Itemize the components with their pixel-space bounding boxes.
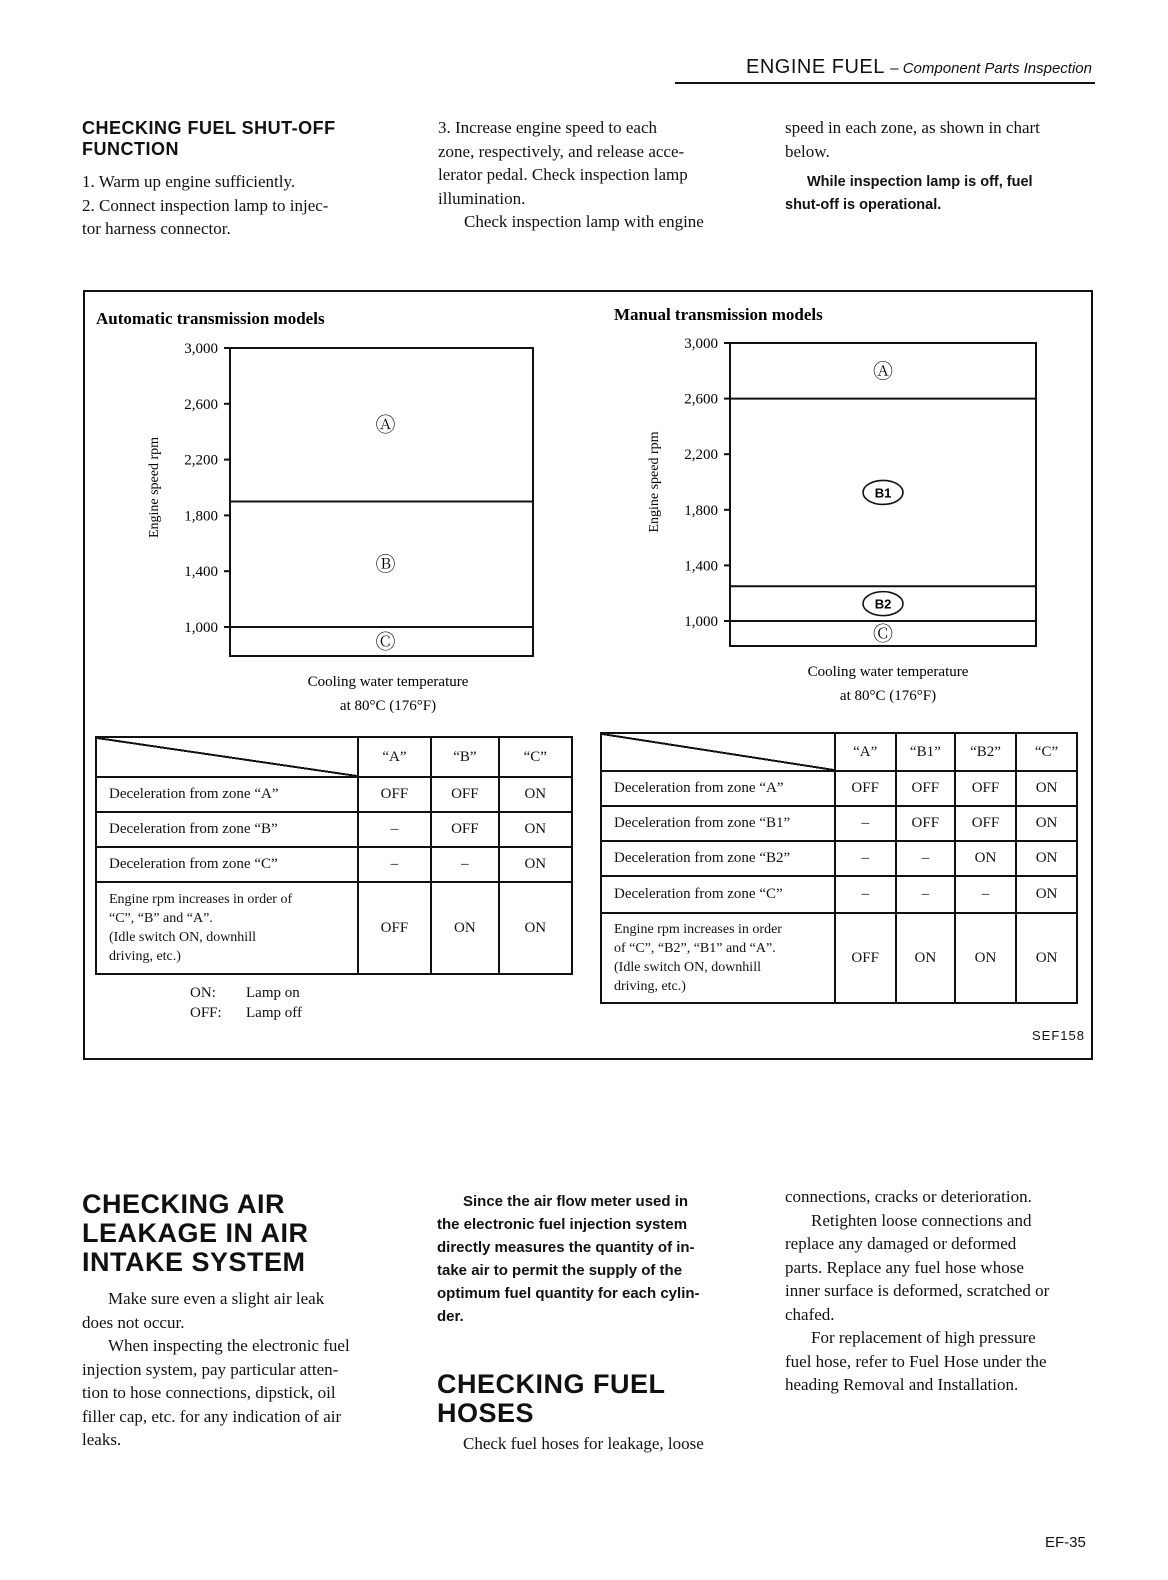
legend-key: OFF: <box>190 1005 222 1021</box>
manual-table <box>600 732 1078 1004</box>
y-tick-label: 2,600 <box>684 391 718 408</box>
note-line: the electronic fuel injection system <box>437 1216 688 1233</box>
row-label-line: of “C”, “B2”, “B1” and “A”. <box>614 941 776 956</box>
table-row <box>601 771 1077 806</box>
step-3: illumination. <box>438 188 526 208</box>
table-cell: OFF <box>955 806 1016 841</box>
header-rule <box>675 82 1095 84</box>
y-tick-label: 1,800 <box>184 508 218 525</box>
table-row <box>601 913 1077 1003</box>
table-cell: ON <box>896 913 955 1003</box>
table-cell: OFF <box>955 771 1016 806</box>
chart-title: Automatic transmission models <box>96 309 325 328</box>
table-cell: ON <box>1016 876 1077 913</box>
chart-caption: Cooling water temperature <box>807 664 969 680</box>
page-header <box>680 56 1092 79</box>
header-title: ENGINE FUEL <box>746 56 885 78</box>
row-label: Deceleration from zone “C” <box>601 876 835 913</box>
zone-label: Ⓒ <box>873 621 893 646</box>
table-header: “B” <box>431 737 498 777</box>
table-cell: OFF <box>358 777 431 812</box>
table-row <box>96 882 572 974</box>
table-cell: – <box>835 876 896 913</box>
paragraph-line: Check fuel hoses for leakage, loose <box>463 1434 704 1453</box>
paragraph-line: When inspecting the electronic fuel <box>108 1336 350 1355</box>
y-tick-label: 2,200 <box>184 452 218 469</box>
table-corner <box>96 737 358 777</box>
shutoff-note <box>785 171 1100 217</box>
y-tick-label: 1,800 <box>684 502 718 519</box>
row-label-line: Engine rpm increases in order of <box>109 892 293 907</box>
table-cell: – <box>431 847 498 882</box>
table-row <box>601 841 1077 876</box>
y-tick-label: 1,000 <box>684 614 718 630</box>
step-3: lerator pedal. Check inspection lamp <box>438 165 688 184</box>
step-2: 2. Connect inspection lamp to injec- <box>82 195 329 215</box>
heading-line: CHECKING AIR <box>82 1189 286 1219</box>
fuel-hoses-text-col3 <box>785 1185 1100 1397</box>
paragraph-line: replace any damaged or deformed <box>785 1234 1017 1253</box>
table-cell: OFF <box>431 777 498 812</box>
chart-caption: at 80°C (176°F) <box>339 698 437 714</box>
table-header: “A” <box>835 733 896 771</box>
row-label: Deceleration from zone “B1” <box>601 806 835 841</box>
paragraph-line: leaks. <box>82 1430 122 1449</box>
fuel-hoses-text-col2 <box>437 1432 767 1456</box>
shutoff-col3 <box>785 116 1100 163</box>
paragraph-line: chafed. <box>785 1304 835 1324</box>
table-header: “B1” <box>896 733 955 771</box>
shutoff-col1 <box>82 170 412 241</box>
note-line: take air to permit the supply of the <box>437 1262 683 1279</box>
check-text: speed in each zone, as shown in chart <box>785 118 1040 137</box>
table-cell: OFF <box>835 771 896 806</box>
table-cell: OFF <box>896 806 955 841</box>
heading-line: CHECKING FUEL <box>437 1369 666 1399</box>
row-label: Deceleration from zone “A” <box>601 771 835 806</box>
table-cell: ON <box>499 777 572 812</box>
header-subtitle: – Component Parts Inspection <box>890 60 1092 77</box>
auto-table <box>95 736 573 975</box>
air-leakage-heading <box>82 1190 412 1277</box>
step-3: zone, respectively, and release acce- <box>438 141 685 161</box>
table-cell: – <box>955 876 1016 913</box>
table-cell: ON <box>1016 841 1077 876</box>
step-1: 1. Warm up engine sufficiently. <box>82 172 296 191</box>
paragraph-line: does not occur. <box>82 1312 185 1332</box>
check-text: Check inspection lamp with engine <box>464 212 704 231</box>
y-tick-label: 3,000 <box>684 336 718 352</box>
row-label-line: (Idle switch ON, downhill <box>109 930 256 945</box>
air-leakage-text <box>82 1287 412 1452</box>
row-label <box>601 913 835 1003</box>
air-flow-note <box>437 1190 757 1328</box>
paragraph-line: filler cap, etc. for any indication of air <box>82 1406 342 1426</box>
table-cell: ON <box>431 882 498 974</box>
paragraph-line: For replacement of high pressure <box>811 1328 1036 1347</box>
row-label-line: “C”, “B” and “A”. <box>109 911 213 926</box>
y-tick-label: 2,200 <box>684 447 718 464</box>
y-tick-label: 1,000 <box>184 620 218 636</box>
row-label: Deceleration from zone “B2” <box>601 841 835 876</box>
step-3: 3. Increase engine speed to each <box>438 118 657 137</box>
table-header: “B2” <box>955 733 1016 771</box>
note-line: optimum fuel quantity for each cylin- <box>437 1285 700 1302</box>
table-cell: ON <box>499 882 572 974</box>
table-cell: ON <box>955 913 1016 1003</box>
heading-line: CHECKING FUEL SHUT-OFF <box>82 118 336 138</box>
table-cell: OFF <box>835 913 896 1003</box>
chart-caption: at 80°C (176°F) <box>839 688 937 704</box>
table-cell: – <box>358 812 431 847</box>
table-row <box>601 806 1077 841</box>
y-tick-label: 2,600 <box>184 396 218 413</box>
legend-value: Lamp off <box>246 1005 302 1021</box>
note-line: directly measures the quantity of in- <box>437 1239 695 1256</box>
zone-label: B1 <box>874 485 892 501</box>
zone-label: Ⓐ <box>873 358 893 383</box>
paragraph-line: tion to hose connections, dipstick, oil <box>82 1383 336 1402</box>
figure-code: SEF158 <box>1032 1028 1085 1043</box>
note-line: While inspection lamp is off, fuel <box>807 174 1033 190</box>
table-row <box>96 847 572 882</box>
legend <box>190 983 302 1023</box>
legend-key: ON: <box>190 985 216 1001</box>
row-label: Deceleration from zone “C” <box>96 847 358 882</box>
zone-label: B2 <box>874 596 892 612</box>
zone-label: Ⓒ <box>375 629 396 654</box>
shutoff-col2 <box>438 116 758 234</box>
heading-line: LEAKAGE IN AIR <box>82 1218 309 1248</box>
note-line: Since the air flow meter used in <box>463 1193 689 1210</box>
table-row <box>96 812 572 847</box>
table-cell: OFF <box>358 882 431 974</box>
row-label <box>96 882 358 974</box>
table-header: “C” <box>499 737 572 777</box>
paragraph-line: connections, cracks or deterioration. <box>785 1187 1032 1206</box>
table-cell: ON <box>1016 913 1077 1003</box>
zone-label: Ⓑ <box>375 552 396 577</box>
paragraph-line: fuel hose, refer to Fuel Hose under the <box>785 1351 1047 1371</box>
table-cell: OFF <box>431 812 498 847</box>
row-label: Deceleration from zone “A” <box>96 777 358 812</box>
fuel-hoses-heading <box>437 1370 757 1428</box>
chart-automatic <box>90 300 570 720</box>
y-tick-label: 1,400 <box>184 564 218 581</box>
table-row <box>601 876 1077 913</box>
heading-line: FUNCTION <box>82 139 179 159</box>
paragraph-line: inner surface is deformed, scratched or <box>785 1281 1050 1300</box>
y-tick-label: 3,000 <box>184 341 218 357</box>
table-cell: – <box>835 841 896 876</box>
paragraph-line: Retighten loose connections and <box>811 1210 1032 1230</box>
legend-value: Lamp on <box>246 985 300 1001</box>
table-cell: ON <box>1016 771 1077 806</box>
row-label: Deceleration from zone “B” <box>96 812 358 847</box>
y-axis-label: Engine speed rpm <box>647 431 662 533</box>
y-axis-label: Engine speed rpm <box>147 436 162 539</box>
table-cell: ON <box>499 812 572 847</box>
table-header: “C” <box>1016 733 1077 771</box>
chart-title: Manual transmission models <box>614 305 823 324</box>
check-text: below. <box>785 141 830 161</box>
paragraph-line: injection system, pay particular atten- <box>82 1359 339 1379</box>
table-cell: – <box>896 876 955 913</box>
chart-caption: Cooling water temperature <box>307 674 469 690</box>
fuel-shutoff-heading <box>82 118 402 160</box>
table-cell: ON <box>499 847 572 882</box>
table-cell: – <box>835 806 896 841</box>
table-row <box>96 777 572 812</box>
paragraph-line: parts. Replace any fuel hose whose <box>785 1257 1024 1277</box>
row-label-line: Engine rpm increases in order <box>614 922 782 937</box>
zone-label: Ⓐ <box>375 412 396 437</box>
table-cell: – <box>896 841 955 876</box>
step-2-cont: tor harness connector. <box>82 219 231 238</box>
page-number: EF-35 <box>1045 1534 1086 1551</box>
table-cell: OFF <box>896 771 955 806</box>
table-corner <box>601 733 835 771</box>
heading-line: HOSES <box>437 1398 535 1428</box>
table-cell: ON <box>955 841 1016 876</box>
paragraph-line: heading Removal and Installation. <box>785 1375 1019 1394</box>
note-line: der. <box>437 1308 464 1325</box>
table-header: “A” <box>358 737 431 777</box>
paragraph-line: Make sure even a slight air leak <box>108 1289 325 1308</box>
note-line: shut-off is operational. <box>785 197 942 213</box>
row-label-line: (Idle switch ON, downhill <box>614 960 761 975</box>
y-tick-label: 1,400 <box>684 558 718 575</box>
table-cell: – <box>358 847 431 882</box>
chart-manual <box>600 296 1080 716</box>
table-cell: ON <box>1016 806 1077 841</box>
row-label-line: driving, etc.) <box>614 979 686 994</box>
row-label-line: driving, etc.) <box>109 949 181 964</box>
heading-line: INTAKE SYSTEM <box>82 1247 306 1277</box>
